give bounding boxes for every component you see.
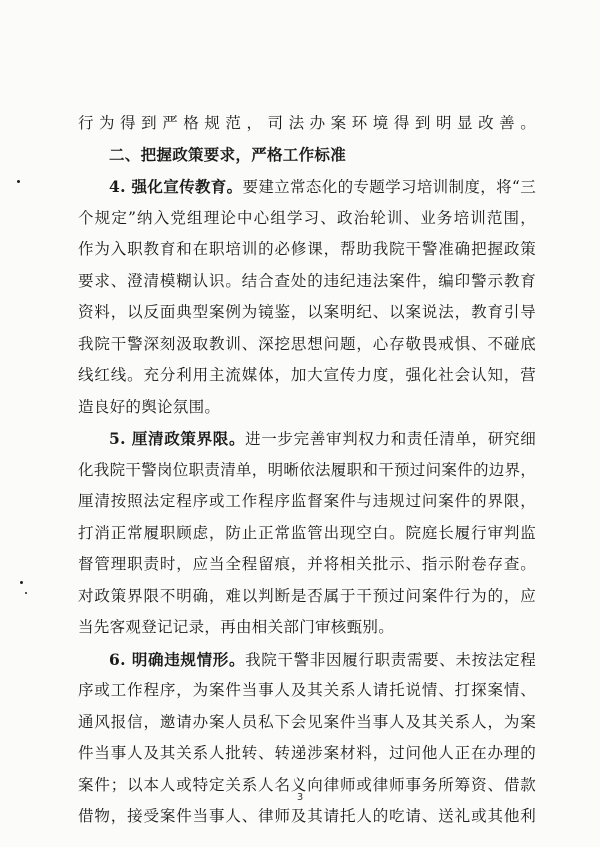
paragraph-5-lead: 进一步完善审判权力和责任清单，研究细 <box>245 430 536 448</box>
paragraph-4-title: 4. 强化宣传教育。 <box>109 177 243 196</box>
scan-speck <box>25 592 27 594</box>
scan-speck <box>17 180 20 183</box>
paragraph-4-lead: 要建立常态化的专题学习培训制度，将“三 <box>242 178 536 196</box>
text-line: 线红线。充分利用主流媒体，加大宣传力度，强化社会认知，营 <box>78 366 536 384</box>
paragraph-4-first-line <box>78 171 536 203</box>
text-line: 我院干警深刻汲取教训、深挖思想问题，心存敬畏戒惧、不碰底 <box>78 334 536 353</box>
page-number: 3 <box>296 792 304 803</box>
paragraph-6-first-line <box>78 644 536 676</box>
text-line: 化我院干警岗位职责清单，明晰依法履职和干预过问案件的边界， <box>78 460 537 479</box>
text-line: 对政策界限不明确，难以判断是否属于干预过问案件行为的，应 <box>78 586 536 605</box>
paragraph-5-first-line <box>78 423 536 455</box>
section-heading: 二、把握政策要求，严格工作标准 <box>109 145 347 164</box>
document-body <box>78 108 536 833</box>
text-line: 个规定”纳入党组理论中心组学习、政治轮训、业务培训范围， <box>78 208 536 227</box>
text-line: 行为得到严格规范，司法办案环境得到明显改善。 <box>78 114 536 132</box>
text-line: 督管理职责时，应当全程留痕，并将相关批示、指示附卷存查。 <box>78 555 536 573</box>
text-line: 造良好的舆论氛围。 <box>78 397 221 416</box>
text-line: 案件；以本人或特定关系人名义向律师或律师事务所筹资、借款 <box>78 775 536 794</box>
paragraph-5-title: 5. 厘清政策界限。 <box>109 429 246 448</box>
text-line: 作为入职教育和在职培训的必修课，帮助我院干警准确把握政策 <box>78 240 536 258</box>
paragraph-6-lead: 我院干警非因履行职责需要、未按法定程 <box>245 650 536 669</box>
text-line: 要求、澄清模糊认识。结合查处的违纪违法案件，编印警示教育 <box>78 271 536 290</box>
text-line: 当先客观登记记录，再由相关部门审核甄别。 <box>78 618 395 636</box>
text-line: 打消正常履职顾虑，防止正常监管出现空白。院庭长履行审判监 <box>78 523 536 542</box>
scan-speck <box>20 581 23 584</box>
text-line: 序或工作程序，为案件当事人及其关系人请托说情、打探案情、 <box>78 681 536 699</box>
text-line: 通风报信，邀请办案人员私下会见案件当事人及其关系人，为案 <box>78 712 536 731</box>
text-line: 件当事人及其关系人批转、转递涉案材料，过问他人正在办理的 <box>78 744 536 762</box>
text-line: 借物，接受案件当事人、律师及其请托人的吃请、送礼或其他利 <box>78 807 536 825</box>
text-line: 厘清按照法定程序或工作程序监督案件与违规过问案件的界限， <box>78 492 536 510</box>
paragraph-6-title: 6. 明确违规情形。 <box>109 649 246 669</box>
text-line: 资料，以反面典型案例为镜鉴，以案明纪、以案说法，教育引导 <box>78 303 536 321</box>
